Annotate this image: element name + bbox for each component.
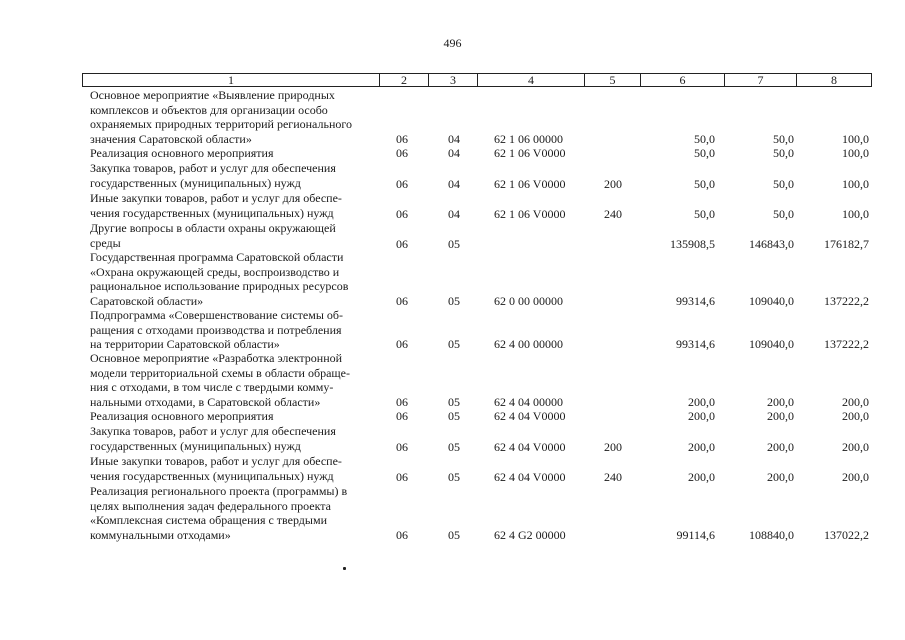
row-subsection-code: 05: [448, 337, 460, 351]
row-section-code: 06: [396, 469, 408, 484]
row-description: Иные закупки товаров, работ и услуг для обеспе- чения государственных (муниципальных) нужд: [90, 454, 342, 483]
header-col-3: 3: [429, 74, 478, 86]
header-col-5: 5: [585, 74, 641, 86]
row-amount-col6: 50,0: [694, 131, 715, 146]
row-description: Другие вопросы в области охраны окружающей среды: [90, 221, 336, 250]
row-subsection-code: 05: [448, 236, 460, 251]
row-amount-col7: 200,0: [767, 469, 794, 484]
row-target-article: 62 4 04 V0000: [494, 439, 566, 454]
row-amount-col6: 99314,6: [676, 337, 715, 351]
row-target-article: 62 4 00 00000: [494, 337, 563, 351]
row-amount-col6: 99314,6: [676, 293, 715, 308]
row-target-article: 62 4 04 V0000: [494, 409, 566, 423]
row-subsection-code: 05: [448, 293, 460, 308]
row-subsection-code: 04: [448, 131, 460, 146]
row-amount-col7: 109040,0: [749, 293, 794, 308]
row-section-code: 06: [396, 395, 408, 409]
row-subsection-code: 05: [448, 527, 460, 542]
row-subsection-code: 04: [448, 146, 460, 160]
row-target-article: 62 1 06 00000: [494, 131, 563, 146]
row-amount-col8: 100,0: [842, 177, 869, 191]
row-amount-col7: 50,0: [773, 146, 794, 160]
row-expense-type: 240: [604, 469, 622, 484]
row-amount-col8: 200,0: [842, 409, 869, 423]
scan-speck: [343, 567, 346, 570]
row-section-code: 06: [396, 439, 408, 454]
row-description: Реализация основного мероприятия: [90, 146, 274, 160]
row-amount-col8: 100,0: [842, 206, 869, 221]
row-amount-col6: 200,0: [688, 469, 715, 484]
row-target-article: 62 4 G2 00000: [494, 527, 566, 542]
row-amount-col7: 50,0: [773, 177, 794, 191]
row-section-code: 06: [396, 527, 408, 542]
row-amount-col8: 200,0: [842, 439, 869, 454]
row-description: Закупка товаров, работ и услуг для обеспечения государственных (муниципальных) нужд: [90, 161, 336, 190]
row-section-code: 06: [396, 337, 408, 351]
row-amount-col7: 200,0: [767, 395, 794, 409]
row-subsection-code: 05: [448, 439, 460, 454]
row-amount-col6: 50,0: [694, 206, 715, 221]
row-section-code: 06: [396, 146, 408, 160]
row-amount-col8: 100,0: [842, 146, 869, 160]
row-description: Государственная программа Саратовской области «Охрана окружающей среды, воспроизводство и рациональное использование природных ресурсов Саратовской области»: [90, 250, 349, 308]
row-subsection-code: 05: [448, 395, 460, 409]
row-amount-col7: 146843,0: [749, 236, 794, 251]
row-section-code: 06: [396, 293, 408, 308]
row-description: Основное мероприятие «Выявление природных комплексов и объектов для организации особо охраняемых природных территорий регионального значения Саратовской области»: [90, 88, 352, 146]
header-col-4: 4: [478, 74, 585, 86]
row-description: Основное мероприятие «Разработка электронной модели территориальной схемы в области обраще- ния с отходами, в том числе с твердыми комму- нальными отходами, в Саратовской области»: [90, 351, 350, 409]
row-expense-type: 200: [604, 439, 622, 454]
row-amount-col6: 50,0: [694, 177, 715, 191]
row-amount-col6: 200,0: [688, 395, 715, 409]
row-subsection-code: 05: [448, 409, 460, 423]
row-section-code: 06: [396, 206, 408, 221]
row-amount-col7: 109040,0: [749, 337, 794, 351]
row-description: Реализация основного мероприятия: [90, 409, 274, 423]
row-amount-col8: 200,0: [842, 469, 869, 484]
row-amount-col7: 108840,0: [749, 527, 794, 542]
row-section-code: 06: [396, 131, 408, 146]
row-amount-col8: 100,0: [842, 131, 869, 146]
row-amount-col8: 137222,2: [824, 293, 869, 308]
row-amount-col7: 50,0: [773, 131, 794, 146]
row-subsection-code: 04: [448, 177, 460, 191]
row-subsection-code: 04: [448, 206, 460, 221]
header-col-6: 6: [641, 74, 725, 86]
row-expense-type: 200: [604, 177, 622, 191]
row-description: Реализация регионального проекта (программы) в целях выполнения задач федерального проекта «Комплексная система обращения с твердыми коммунальными отходами»: [90, 484, 348, 542]
table-header-row: [82, 73, 872, 87]
row-amount-col6: 135908,5: [670, 236, 715, 251]
row-section-code: 06: [396, 236, 408, 251]
row-expense-type: 240: [604, 206, 622, 221]
row-amount-col8: 200,0: [842, 395, 869, 409]
row-description: Иные закупки товаров, работ и услуг для обеспе- чения государственных (муниципальных) нужд: [90, 191, 342, 220]
header-col-7: 7: [725, 74, 797, 86]
row-amount-col6: 200,0: [688, 409, 715, 423]
row-description: Подпрограмма «Совершенствование системы об- ращения с отходами производства и потребления на территории Саратовской области»: [90, 308, 344, 351]
header-col-8: 8: [831, 73, 837, 87]
row-target-article: 62 1 06 V0000: [494, 177, 566, 191]
row-amount-col7: 50,0: [773, 206, 794, 221]
row-section-code: 06: [396, 409, 408, 423]
row-target-article: 62 4 04 00000: [494, 395, 563, 409]
row-subsection-code: 05: [448, 469, 460, 484]
row-amount-col8: 137022,2: [824, 527, 869, 542]
row-amount-col6: 50,0: [694, 146, 715, 160]
row-amount-col7: 200,0: [767, 409, 794, 423]
row-target-article: 62 1 06 V0000: [494, 146, 566, 160]
row-amount-col8: 176182,7: [824, 236, 869, 251]
row-amount-col6: 200,0: [688, 439, 715, 454]
row-amount-col7: 200,0: [767, 439, 794, 454]
row-section-code: 06: [396, 177, 408, 191]
row-target-article: 62 0 00 00000: [494, 293, 563, 308]
row-target-article: 62 1 06 V0000: [494, 206, 566, 221]
header-col-1: 1: [83, 74, 380, 86]
page-number: 496: [443, 36, 462, 50]
row-amount-col8: 137222,2: [824, 337, 869, 351]
header-col-2: 2: [380, 74, 429, 86]
row-target-article: 62 4 04 V0000: [494, 469, 566, 484]
row-amount-col6: 99114,6: [676, 527, 715, 542]
row-description: Закупка товаров, работ и услуг для обеспечения государственных (муниципальных) нужд: [90, 424, 336, 453]
